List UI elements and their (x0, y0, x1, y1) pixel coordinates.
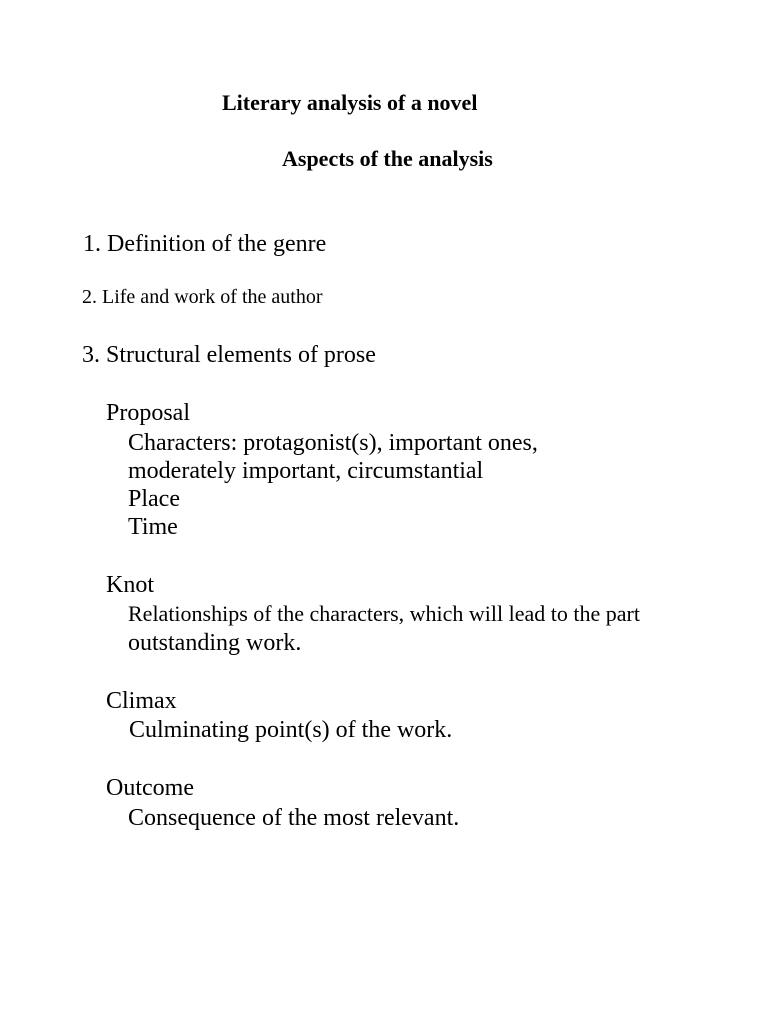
proposal-line: Time (128, 514, 178, 540)
proposal-line: Characters: protagonist(s), important ones, (128, 430, 538, 456)
proposal-line: Place (128, 486, 180, 512)
document-title: Literary analysis of a novel (222, 90, 478, 115)
part-proposal-heading: Proposal (106, 400, 190, 426)
part-knot-heading: Knot (106, 572, 154, 598)
knot-line: Relationships of the characters, which will lead to the part (128, 601, 640, 626)
part-outcome-heading: Outcome (106, 775, 194, 801)
knot-line: outstanding work. (128, 630, 302, 656)
section-life-and-work: 2. Life and work of the author (82, 286, 323, 308)
part-climax-heading: Climax (106, 688, 177, 714)
climax-line: Culminating point(s) of the work. (129, 717, 453, 743)
document-subtitle: Aspects of the analysis (282, 146, 493, 171)
section-definition-of-genre: 1. Definition of the genre (83, 231, 327, 257)
section-structural-elements: 3. Structural elements of prose (82, 342, 376, 368)
outcome-line: Consequence of the most relevant. (128, 805, 460, 831)
proposal-line: moderately important, circumstantial (128, 458, 484, 484)
